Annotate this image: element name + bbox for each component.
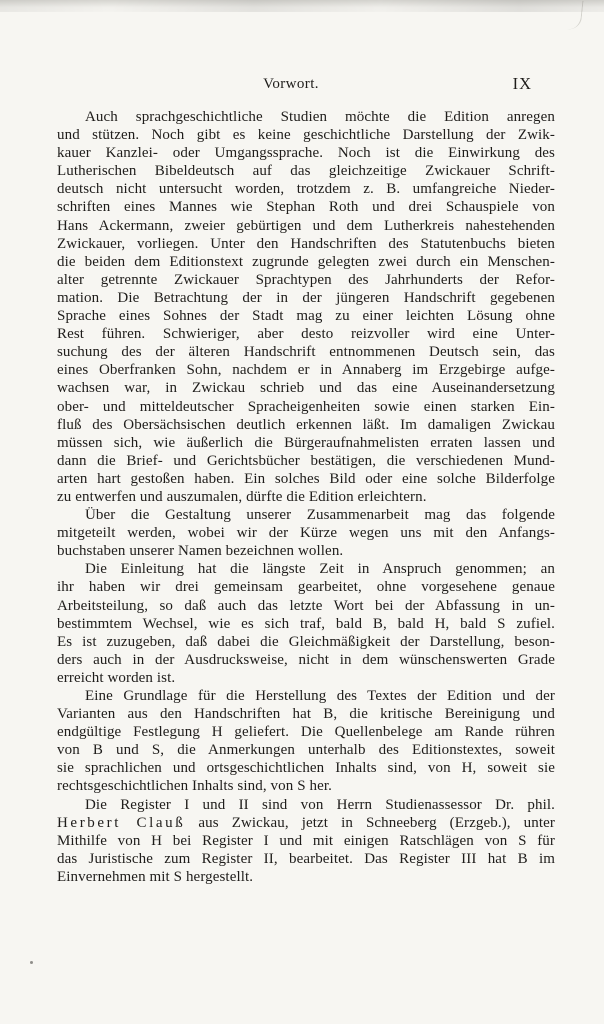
paragraph xyxy=(57,687,555,796)
text-line: Einvernehmen mit S hergestellt. xyxy=(57,868,254,885)
text-line: dann die Brief- und Gerichtsbücher bestätigen, die verschiedenen Mund- xyxy=(57,452,555,469)
text-line: kauer Kanzlei- oder Umgangssprache. Noch ist die Einwirkung des xyxy=(57,145,555,162)
text-line: Die Register I und II sind von Herrn Studienassessor Dr. phil. xyxy=(85,796,555,813)
text-line: sie sprachlichen und ortsgeschichtlichen Inhalts sind, von H, soweit sie xyxy=(57,760,555,777)
page-title: Vorwort. xyxy=(263,76,319,92)
text-line: erreicht worden ist. xyxy=(57,669,176,686)
text-line: deutsch nicht untersucht worden, trotzdem z. B. umfangreiche Nieder- xyxy=(57,181,555,198)
text-line: alter getrennte Zwickauer Sprachtypen des Jahrhunderts der Refor- xyxy=(57,271,555,288)
text-line: Eine Grundlage für die Herstellung des Textes der Edition und der xyxy=(85,688,555,704)
text-line: ober- und mitteldeutscher Spracheigenheiten sowie einen starken Ein- xyxy=(57,398,555,415)
text-line: die beiden dem Editionstext zugrunde gelegten zwei durch ein Menschen- xyxy=(57,253,555,270)
text-line: Rest führen. Schwieriger, aber desto reizvoller wird eine Unter- xyxy=(57,326,555,343)
text-line: Es ist zuzugeben, daß dabei die Gleichmäßigkeit der Darstellung, beson- xyxy=(57,633,555,650)
text-segment: aus Zwickau, jetzt in Schneeberg (Erzgeb.), unter xyxy=(185,814,555,831)
text-line: Lutherischen Bibeldeutsch auf das gleichzeitige Zwickauer Schrift- xyxy=(57,163,555,180)
text-line: mitgeteilt werden, wobei wir der Kürze wegen uns mit den Anfangs- xyxy=(57,525,555,542)
text-line: müssen sich, wie äußerlich die Bürgeraufnahmelisten erraten lassen und xyxy=(57,434,555,451)
text-line: wachsen war, in Zwickau schrieb und das eine Auseinandersetzung xyxy=(57,380,555,397)
text-line: ihr haben wir drei gemeinsam gearbeitet, ohne vorgesehene genaue xyxy=(57,579,555,596)
ink-speck xyxy=(30,961,33,964)
text-line: und stützen. Noch gibt es keine geschichtliche Darstellung der Zwik- xyxy=(57,127,555,144)
paragraph xyxy=(57,108,555,506)
page-crease xyxy=(567,0,583,31)
text-line: Die Einleitung hat die längste Zeit in Anspruch genommen; an xyxy=(85,561,555,578)
text-line: bestimmtem Wechsel, wie es sich traf, bald B, bald H, bald S zufiel. xyxy=(57,615,555,632)
text-line: zu entwerfen und auszumalen, dürfte die Edition erleichtern. xyxy=(57,488,427,505)
text-line: mation. Die Betrachtung der in der jüngeren Handschrift gegebenen xyxy=(57,289,555,306)
text-line: Hans Ackermann, zweier gebürtigen und dem Lutherkreis nahestehenden xyxy=(57,217,555,234)
text-line: Arbeitsteilung, so daß auch das letzte Wort bei der Abfassung in un- xyxy=(57,597,555,614)
text-line: endgültige Festlegung H geliefert. Die Quellenbelege am Rande rühren xyxy=(57,724,555,741)
text-line: von B und S, die Anmerkungen unterhalb des Editionstextes, soweit xyxy=(57,742,555,759)
scan-top-shadow xyxy=(0,0,604,12)
text-line: eines Oberfranken Sohn, nachdem er in Annaberg im Erzgebirge aufge- xyxy=(57,362,555,379)
paragraph xyxy=(57,560,555,687)
letterspaced-name: Herbert Clauß xyxy=(57,814,186,831)
text-line: das Juristische zum Register II, bearbeitet. Das Register III hat B im xyxy=(57,850,555,867)
running-header xyxy=(57,76,555,96)
text-line: Über die Gestaltung unserer Zusammenarbeit mag das folgende xyxy=(85,507,555,524)
text-line: arten hart gestoßen haben. Ein solches Bild oder eine solche Bilderfolge xyxy=(57,470,555,487)
body-text xyxy=(57,108,555,886)
text-line: rechtsgeschichtlichen Inhalts sind, von S her. xyxy=(57,778,332,795)
page-number: IX xyxy=(512,74,532,93)
text-line: buchstaben unserer Namen bezeichnen wollen. xyxy=(57,543,344,560)
text-line: Auch sprachgeschichtliche Studien möchte die Edition anregen xyxy=(85,109,555,125)
text-line: ders auch in der Ausdrucksweise, nicht in dem wünschenswerten Grade xyxy=(57,651,555,668)
text-line: Sprache eines Sohnes der Stadt mag zu einer leichten Lösung ohne xyxy=(57,308,555,325)
text-line: Mithilfe von H bei Register I und mit einigen Ratschlägen von S für xyxy=(57,832,555,849)
text-line xyxy=(57,814,555,832)
text-line: schriften eines Mannes wie Stephan Roth und drei Schauspiele von xyxy=(57,199,555,216)
text-line: suchung des der älteren Handschrift entnommenen Deutsch sein, das xyxy=(57,344,555,361)
paragraph xyxy=(57,506,555,560)
text-line: fluß des Obersächsischen deutlich erkennen läßt. Im damaligen Zwickau xyxy=(57,416,555,433)
paragraph xyxy=(57,796,555,886)
text-line: Zwickauer, vorliegen. Unter den Handschriften des Statutenbuchs bieten xyxy=(57,235,555,252)
text-line: Varianten aus den Handschriften hat B, die kritische Bereinigung und xyxy=(57,706,555,723)
